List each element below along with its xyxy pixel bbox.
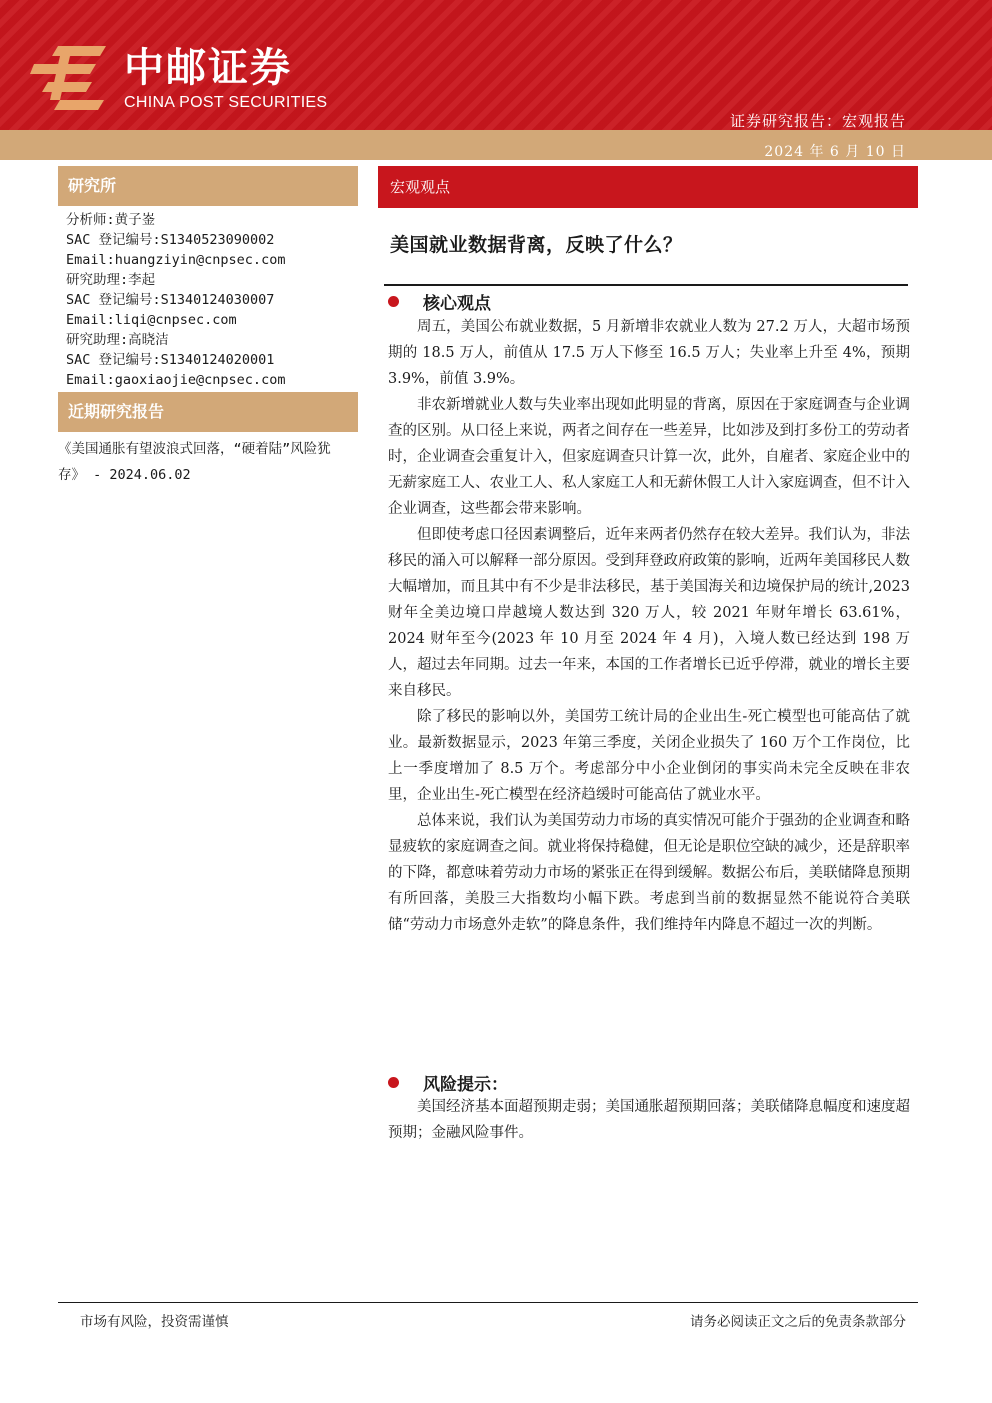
analyst-list <box>66 210 356 390</box>
risk-heading-label: 风险提示： <box>423 1075 508 1095</box>
footer-risk-note: 市场有风险，投资需谨慎 <box>80 1314 229 1330</box>
header-banner <box>0 0 992 130</box>
report-date: 2024 年 6 月 10 日 <box>764 144 906 160</box>
bullet-icon <box>388 1077 399 1088</box>
report-type: 证券研究报告：宏观报告 <box>729 112 906 130</box>
core-body <box>388 314 910 938</box>
paragraph: 除了移民的影响以外，美国劳工统计局的企业出生-死亡模型也可能高估了就业。最新数据显示，2023 年第三季度，关闭企业损失了 160 万个工作岗位，比上一季度增加了 8.5 万个。考虑部分中小企业倒闭的事实尚未完全反映在非农里，企业出生-死亡模型在经济趋缓时可能高估了就业水平。 <box>388 709 910 803</box>
page-title: 美国就业数据背离，反映了什么？ <box>390 234 683 256</box>
paragraph: 总体来说，我们认为美国劳动力市场的真实情况可能介于强劲的企业调查和略显疲软的家庭调查之间。就业将保持稳健，但无论是职位空缺的减少，还是辞职率的下降，都意味着劳动力市场的紧张正在得到缓解。数据公布后，美联储降息预期有所回落，美股三大指数均小幅下跌。考虑到当前的数据显然不能说符合美联储“劳动力市场意外走软”的降息条件，我们维持年内降息不超过一次的判断。 <box>388 813 910 933</box>
bullet-icon <box>388 296 399 307</box>
analyst-line: SAC 登记编号:S1340124030007 <box>66 292 275 308</box>
footer-divider <box>58 1302 918 1303</box>
category-header: 宏观观点 <box>378 166 918 208</box>
brand-name-cn: 中邮证券 <box>124 45 292 91</box>
analyst-line: SAC 登记编号:S1340523090002 <box>66 232 275 248</box>
analyst-line: 研究助理:李起 <box>66 272 156 288</box>
china-post-logo-icon <box>30 42 110 114</box>
analyst-email[interactable]: Email:liqi@cnpsec.com <box>66 312 237 328</box>
analyst-email[interactable]: Email:gaoxiaojie@cnpsec.com <box>66 372 286 388</box>
paragraph: 周五，美国公布就业数据，5 月新增非农就业人数为 27.2 万人，大超市场预期的 18.5 万人，前值从 17.5 万人下修至 16.5 万人；失业率上升至 4%，预期 3.9%，前值 3.9%。 <box>388 319 910 387</box>
paragraph: 但即使考虑口径因素调整后，近年来两者仍然存在较大差异。我们认为，非法移民的涌入可以解释一部分原因。受到拜登政府政策的影响，近两年美国移民人数大幅增加，而且其中有不少是非法移民，基于美国海关和边境保护局的统计,2023 财年全美边境口岸越境人数达到 320 万人，较 2021 年财年增长 63.61%，2024 财年至今(2023 年 10 月至 2024 年 4 月)，入境人数已经达到 198 万人，超过去年同期。过去一年来，本国的工作者增长已近乎停滞，就业的增长主要来自移民。 <box>388 527 910 699</box>
risk-heading <box>388 1070 508 1095</box>
title-divider <box>384 284 908 286</box>
core-heading <box>388 289 491 314</box>
paragraph: 非农新增就业人数与失业率出现如此明显的背离，原因在于家庭调查与企业调查的区别。从口径上来说，两者之间存在一些差异，比如涉及到打多份工的劳动者时，企业调查会重复计入，但家庭调查只计算一次，此外，自雇者、家庭企业中的无薪家庭工人、农业工人、私人家庭工人和无薪休假工人计入家庭调查，但不计入企业调查，这些都会带来影响。 <box>388 397 910 517</box>
core-heading-label: 核心观点 <box>423 294 491 314</box>
recent-reports-header: 近期研究报告 <box>58 392 358 432</box>
institute-header: 研究所 <box>58 166 358 206</box>
recent-report-link[interactable]: 《美国通胀有望波浪式回落，“硬着陆”风险犹存》 - 2024.06.02 <box>58 441 331 483</box>
analyst-line: SAC 登记编号:S1340124020001 <box>66 352 275 368</box>
brand-name-en: CHINA POST SECURITIES <box>124 94 328 111</box>
analyst-email[interactable]: Email:huangziyin@cnpsec.com <box>66 252 286 268</box>
analyst-line: 研究助理:高晓洁 <box>66 332 169 348</box>
risk-body <box>388 1094 910 1146</box>
risk-text: 美国经济基本面超预期走弱；美国通胀超预期回落；美联储降息幅度和速度超预期；金融风险事件。 <box>388 1099 910 1141</box>
footer-disclaimer: 请务必阅读正文之后的免责条款部分 <box>690 1314 906 1330</box>
analyst-line: 分析师:黄子崟 <box>66 212 156 228</box>
